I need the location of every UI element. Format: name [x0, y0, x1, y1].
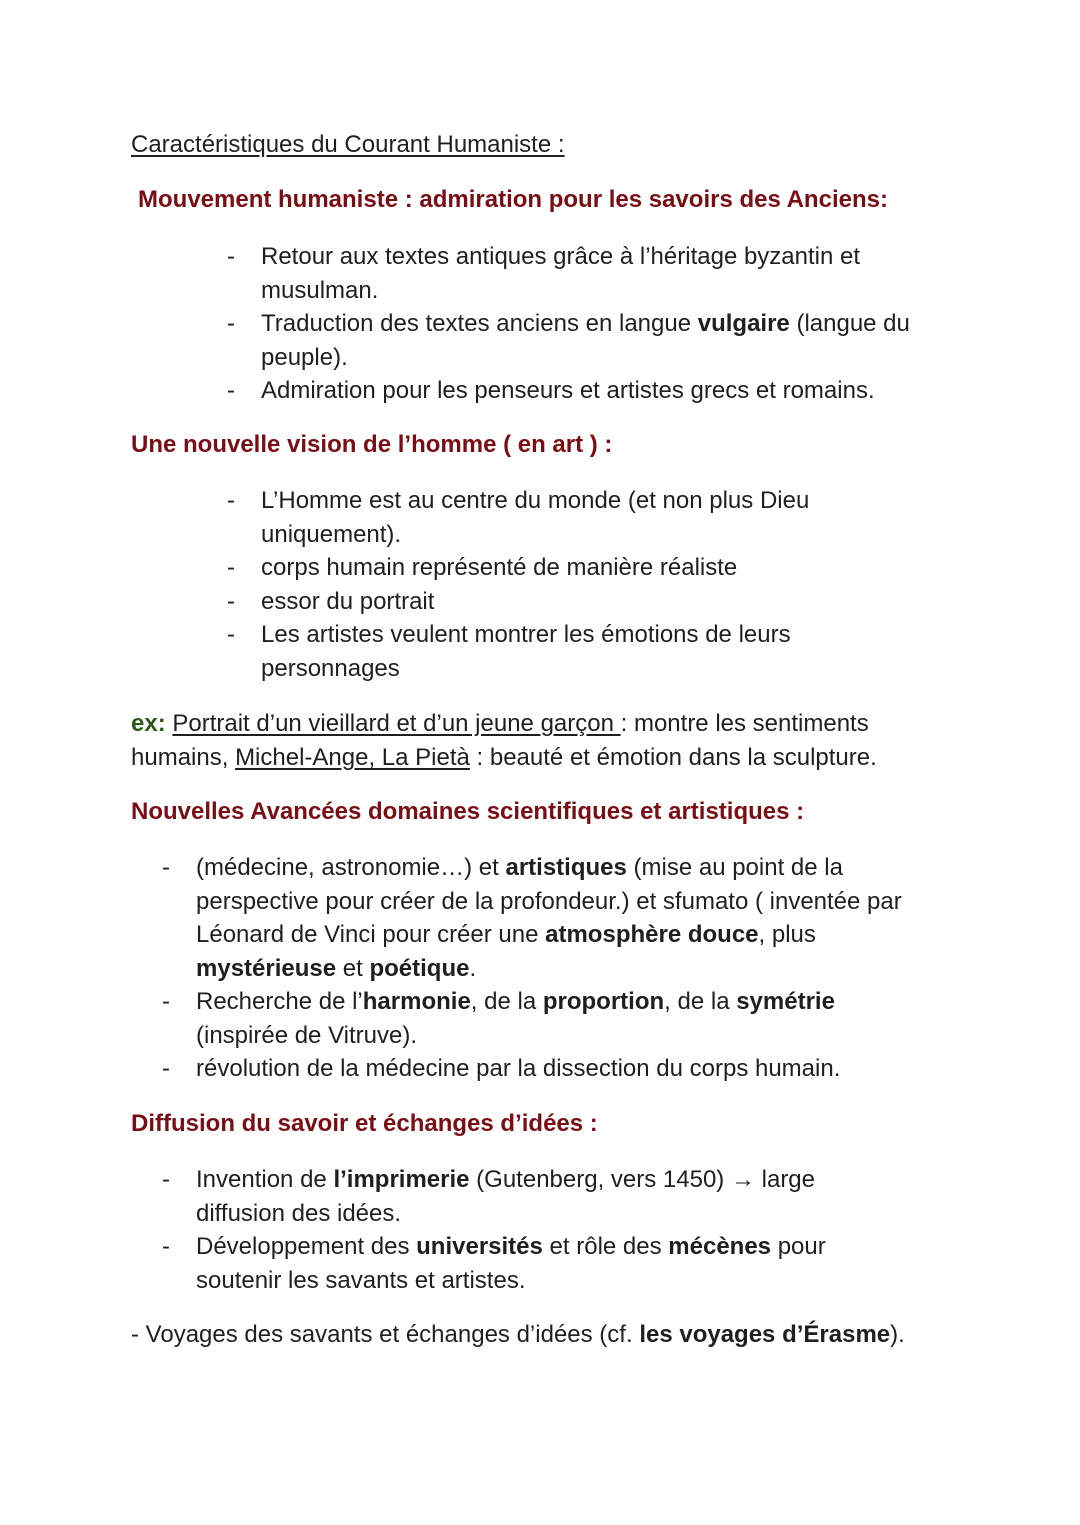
- example-label: ex:: [131, 710, 166, 737]
- list-diffusion: [162, 1163, 826, 1297]
- list-item: - essor du portrait: [227, 587, 435, 615]
- artwork-title: Michel-Ange, La Pietà: [235, 744, 470, 771]
- list-new-vision: [227, 484, 810, 685]
- list-ancients: [227, 240, 910, 408]
- list-item: - Admiration pour les penseurs et artistes grecs et romains.: [227, 377, 875, 404]
- list-item: - révolution de la médecine par la dissection du corps humain.: [162, 1055, 841, 1082]
- list-item: - Développement des universités et rôle des mécènes pour soutenir les savants et artistes.: [162, 1233, 826, 1294]
- list-item: - Les artistes veulent montrer les émotions de leurs personnages: [227, 621, 791, 682]
- list-item: - Recherche de l’harmonie, de la proportion, de la symétrie (inspirée de Vitruve).: [162, 988, 835, 1049]
- list-item: - Invention de l’imprimerie (Gutenberg, vers 1450) → large diffusion des idées.: [162, 1166, 816, 1227]
- list-item: - (médecine, astronomie…) et artistiques (mise au point de la perspective pour créer de la profondeur.) et sfumato ( inventée par Léonard de Vinci pour créer une atmosphère douce, plus mystérieuse et poétique.: [162, 854, 902, 982]
- section-heading-diffusion: Diffusion du savoir et échanges d’idées :: [131, 1110, 598, 1137]
- page-title: Caractéristiques du Courant Humaniste :: [131, 131, 565, 158]
- artwork-title: Portrait d’un vieillard et d’un jeune garçon: [172, 710, 621, 737]
- section-heading-new-vision: Une nouvelle vision de l’homme ( en art ) :: [131, 431, 613, 458]
- list-item: - L’Homme est au centre du monde (et non plus Dieu uniquement).: [227, 487, 810, 548]
- example-paragraph: ex: Portrait d’un vieillard et d’un jeune garçon : montre les sentiments humains, Michel-Ange, La Pietà : beauté et émotion dans la sculpture.: [131, 710, 877, 771]
- section-heading-humanist-movement: Mouvement humaniste : admiration pour les savoirs des Anciens:: [138, 186, 888, 213]
- closing-paragraph: - Voyages des savants et échanges d’idées (cf. les voyages d’Érasme).: [131, 1321, 905, 1348]
- list-item: - Traduction des textes anciens en langue vulgaire (langue du peuple).: [227, 310, 910, 371]
- section-heading-advances: Nouvelles Avancées domaines scientifiques et artistiques :: [131, 798, 805, 825]
- list-advances: [162, 851, 902, 1086]
- list-item: - corps humain représenté de manière réaliste: [227, 554, 738, 581]
- list-item: - Retour aux textes antiques grâce à l’héritage byzantin et musulman.: [227, 243, 861, 304]
